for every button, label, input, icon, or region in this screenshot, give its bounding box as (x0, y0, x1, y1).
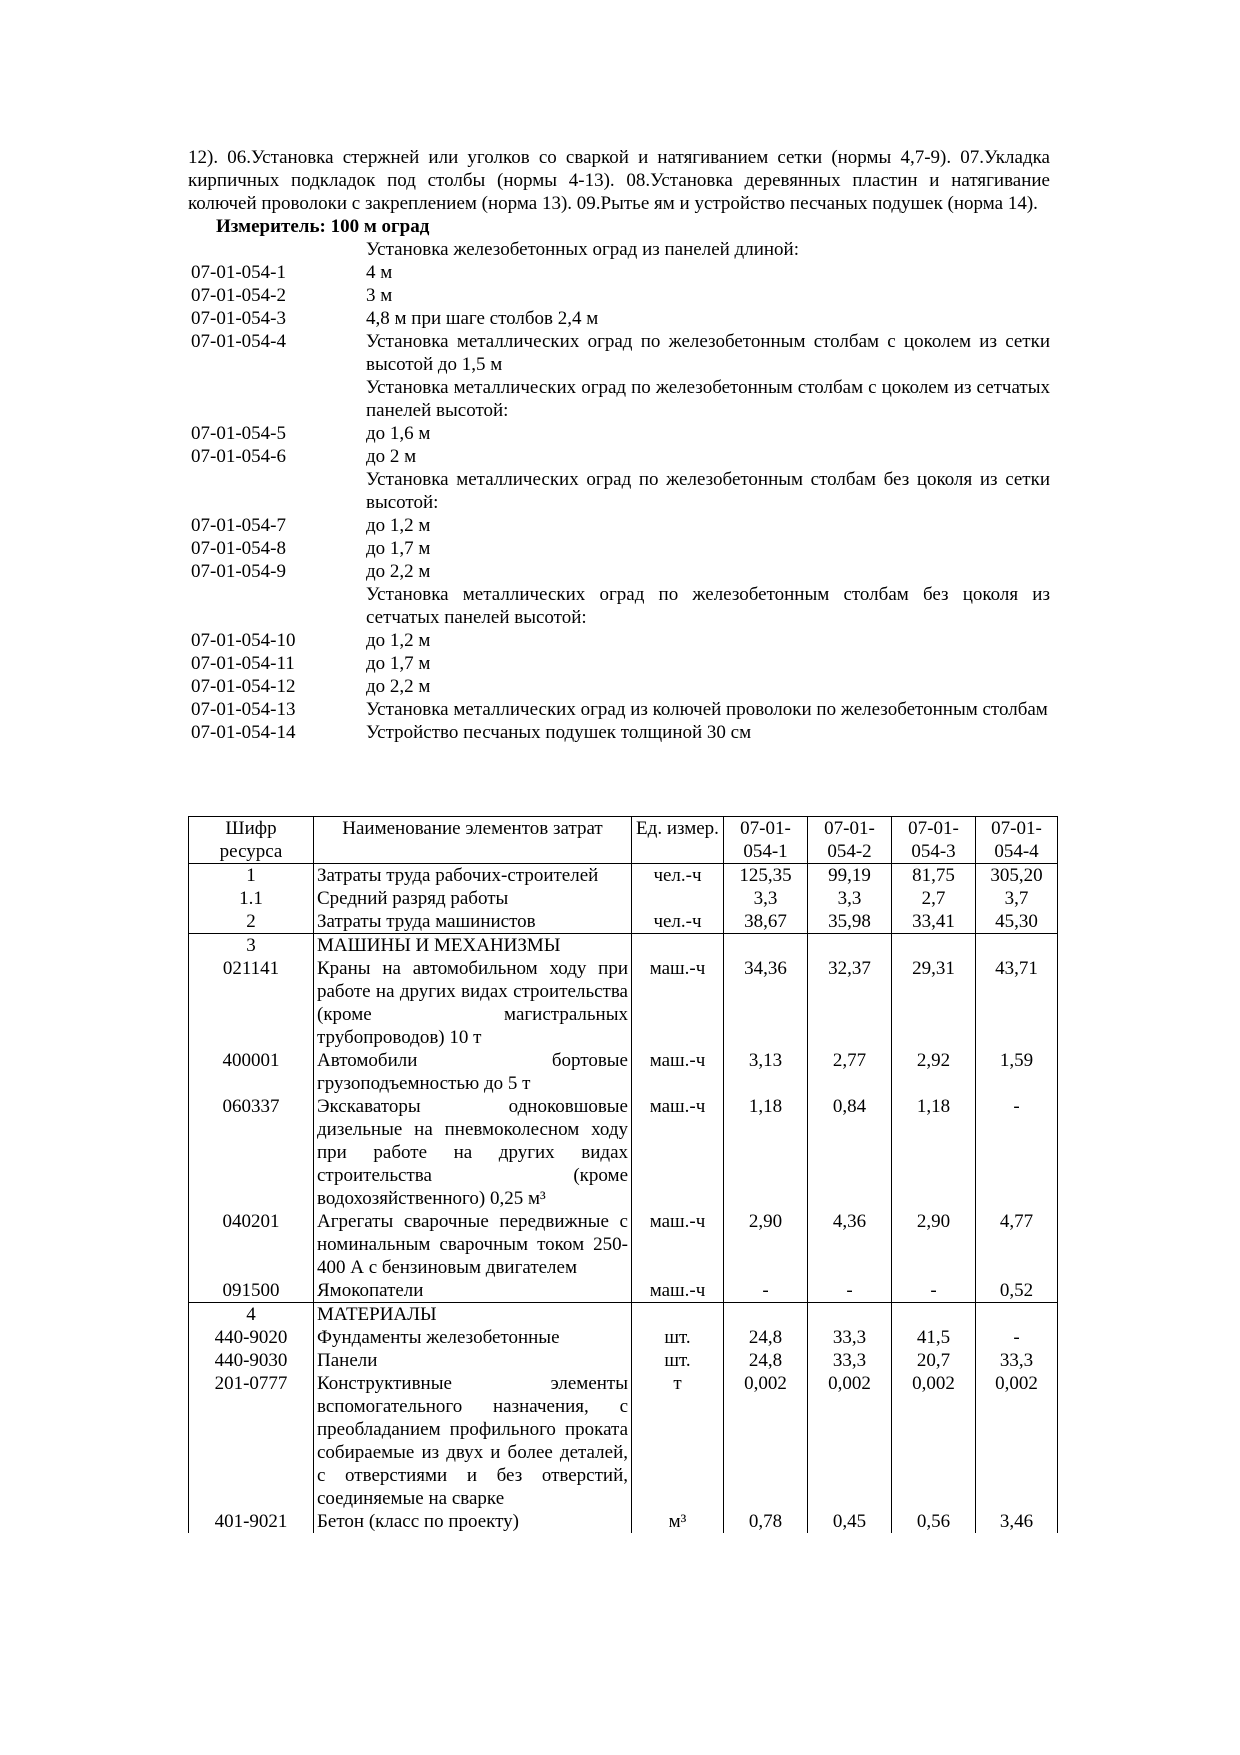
norm-code (188, 238, 366, 261)
norm-text: 3 м (366, 285, 393, 306)
cell-code: 440-9030 (189, 1349, 314, 1372)
cell-name: Автомобили бортовые грузоподъемностью до 5 т (314, 1049, 632, 1095)
cell-unit: м³ (632, 1510, 724, 1533)
norm-item (188, 514, 1050, 537)
cell-name: Ямокопатели (314, 1279, 632, 1303)
norm-item (188, 376, 1050, 422)
cell-value: 3,46 (976, 1510, 1058, 1533)
cell-unit: маш.-ч (632, 1049, 724, 1095)
cell-value: 0,002 (976, 1372, 1058, 1510)
norm-code: 07-01-054-12 (191, 676, 296, 697)
cell-unit (632, 887, 724, 910)
cell-value: 3,3 (724, 887, 808, 910)
cell-value: 35,98 (808, 910, 892, 934)
table-section-row (189, 1303, 1058, 1327)
norm-item (188, 307, 1050, 330)
header-name: Наименование элементов затрат (314, 817, 632, 864)
cell-value: 2,90 (724, 1210, 808, 1279)
norm-text: до 1,7 м (366, 653, 431, 674)
cell-name: Конструктивные элементы вспомогательного назначения, с преобладанием профильного проката собираемые из двух и более деталей, с отверстиями и без отверстий, соединяемые на сварке (314, 1372, 632, 1510)
norm-text: до 2 м (366, 446, 417, 467)
section-title: МАТЕРИАЛЫ (314, 1303, 632, 1327)
norm-code: 07-01-054-2 (191, 285, 286, 306)
header-norm-4: 07-01-054-4 (976, 817, 1058, 864)
norm-code: 07-01-054-13 (191, 699, 296, 720)
norm-text: до 2,2 м (366, 561, 431, 582)
cell-value: 0,56 (892, 1510, 976, 1533)
cell-code: 1 (189, 864, 314, 888)
cell-code: 400001 (189, 1049, 314, 1095)
norm-item (188, 721, 1050, 744)
norm-text: до 1,2 м (366, 515, 431, 536)
norm-text: Установка металлических оград из колючей проволоки по железобетонным столбам (366, 699, 1048, 720)
cell-value: 24,8 (724, 1326, 808, 1349)
cell-code: 1.1 (189, 887, 314, 910)
table-row (189, 910, 1058, 934)
cell-name: Агрегаты сварочные передвижные с номинальным сварочным током 250-400 А с бензиновым двигателем (314, 1210, 632, 1279)
cell-value: - (892, 1279, 976, 1303)
cell-value: 305,20 (976, 864, 1058, 888)
norm-text: 4 м (366, 262, 393, 283)
resource-table (188, 816, 1058, 1533)
table-row (189, 887, 1058, 910)
norm-text: до 1,2 м (366, 630, 431, 651)
cell-value: 99,19 (808, 864, 892, 888)
cell-value: 24,8 (724, 1349, 808, 1372)
cell-value: 43,71 (976, 957, 1058, 1049)
cell-name: Фундаменты железобетонные (314, 1326, 632, 1349)
norm-item (188, 330, 1050, 376)
cell-value: 0,52 (976, 1279, 1058, 1303)
cell-name: Краны на автомобильном ходу при работе на других видах строительства (кроме магистральных трубопроводов) 10 т (314, 957, 632, 1049)
norm-code: 07-01-054-8 (191, 538, 286, 559)
norm-item (188, 261, 1050, 284)
cell-value: 0,002 (808, 1372, 892, 1510)
norm-item (188, 468, 1050, 514)
cell-value: 0,84 (808, 1095, 892, 1210)
norm-text: до 2,2 м (366, 676, 431, 697)
cell-value: 2,7 (892, 887, 976, 910)
norm-text: до 1,7 м (366, 538, 431, 559)
cell-code: 021141 (189, 957, 314, 1049)
cell-value: 1,18 (724, 1095, 808, 1210)
cell-value: - (976, 1095, 1058, 1210)
norm-item (188, 560, 1050, 583)
cell-code: 440-9020 (189, 1326, 314, 1349)
cell-value: 1,18 (892, 1095, 976, 1210)
cell-code: 3 (189, 934, 314, 958)
norm-text: до 1,6 м (366, 423, 431, 444)
cell-value: 0,45 (808, 1510, 892, 1533)
document-page (188, 146, 1050, 744)
cell-value: 41,5 (892, 1326, 976, 1349)
cell-name: Панели (314, 1349, 632, 1372)
cell-value: 0,002 (724, 1372, 808, 1510)
cell-value: 4,36 (808, 1210, 892, 1279)
cell-unit: чел.-ч (632, 910, 724, 934)
norm-item (188, 652, 1050, 675)
cell-value: 0,002 (892, 1372, 976, 1510)
header-unit: Ед. измер. (632, 817, 724, 864)
cell-unit: шт. (632, 1326, 724, 1349)
cell-value: 45,30 (976, 910, 1058, 934)
cell-code: 201-0777 (189, 1372, 314, 1510)
cell-code: 2 (189, 910, 314, 934)
cell-unit: маш.-ч (632, 1095, 724, 1210)
norm-text: Устройство песчаных подушек толщиной 30 см (366, 722, 752, 743)
header-code: Шифр ресурса (189, 817, 314, 864)
cell-value: - (976, 1326, 1058, 1349)
table-row (189, 1279, 1058, 1303)
norm-code: 07-01-054-6 (191, 446, 286, 467)
table-row (189, 864, 1058, 888)
cell-value: 29,31 (892, 957, 976, 1049)
cell-value: 1,59 (976, 1049, 1058, 1095)
cell-name: Затраты труда рабочих-строителей (314, 864, 632, 888)
norm-item (188, 629, 1050, 652)
cell-unit: т (632, 1372, 724, 1510)
cell-name: Средний разряд работы (314, 887, 632, 910)
cell-code: 091500 (189, 1279, 314, 1303)
cell-name: Затраты труда машинистов (314, 910, 632, 934)
table-row (189, 957, 1058, 1049)
cell-value: 33,3 (976, 1349, 1058, 1372)
cell-value: 3,13 (724, 1049, 808, 1095)
table-row (189, 1372, 1058, 1510)
cell-unit: чел.-ч (632, 864, 724, 888)
norm-code (188, 583, 366, 629)
cell-value: 20,7 (892, 1349, 976, 1372)
cell-unit: маш.-ч (632, 1210, 724, 1279)
cell-name: Экскаваторы одноковшовые дизельные на пневмоколесном ходу при работе на других видах строительства (кроме водохозяйственного) 0,25 м³ (314, 1095, 632, 1210)
norm-code: 07-01-054-5 (191, 423, 286, 444)
table-row (189, 1210, 1058, 1279)
norm-code: 07-01-054-4 (191, 331, 286, 352)
norm-code (188, 376, 366, 422)
cell-value: 2,92 (892, 1049, 976, 1095)
table-row (189, 1095, 1058, 1210)
intro-paragraph: 12). 06.Установка стержней или уголков со сваркой и натягиванием сетки (нормы 4,7-9). 07.Укладка кирпичных подкладок под столбы (нормы 4-13). 08.Установка деревянных пластин и натягивание колючей проволоки с закреплением (норма 13). 09.Рытье ям и устройство песчаных подушек (норма 14). (188, 147, 1050, 214)
norm-text: 4,8 м при шаге столбов 2,4 м (366, 308, 599, 329)
norm-code: 07-01-054-14 (191, 722, 296, 743)
norm-item (188, 537, 1050, 560)
table-row (189, 1326, 1058, 1349)
cell-value: 33,41 (892, 910, 976, 934)
table-row (189, 1049, 1058, 1095)
norm-text: Установка железобетонных оград из панелей длиной: (366, 239, 799, 260)
cell-value: 0,78 (724, 1510, 808, 1533)
cell-value: 3,7 (976, 887, 1058, 910)
table-row (189, 1510, 1058, 1533)
cell-value: 38,67 (724, 910, 808, 934)
cell-unit: маш.-ч (632, 957, 724, 1049)
cell-value: 81,75 (892, 864, 976, 888)
norm-code: 07-01-054-11 (191, 653, 295, 674)
table-header-row (189, 817, 1058, 864)
norm-code: 07-01-054-3 (191, 308, 286, 329)
norm-code: 07-01-054-1 (191, 262, 286, 283)
cell-name: Бетон (класс по проекту) (314, 1510, 632, 1533)
norm-code (188, 468, 366, 514)
cell-code: 060337 (189, 1095, 314, 1210)
norm-code: 07-01-054-9 (191, 561, 286, 582)
cell-value: 125,35 (724, 864, 808, 888)
table-row (189, 1349, 1058, 1372)
norm-item (188, 583, 1050, 629)
cell-unit: маш.-ч (632, 1279, 724, 1303)
norm-text: Установка металлических оград по железобетонным столбам без цоколя из сетки высотой: (366, 469, 1050, 513)
cell-value: 32,37 (808, 957, 892, 1049)
norm-item (188, 698, 1050, 721)
norm-text: Установка металлических оград по железобетонным столбам без цоколя из сетчатых панелей высотой: (366, 584, 1050, 628)
cell-code: 040201 (189, 1210, 314, 1279)
norm-item (188, 422, 1050, 445)
norm-text: Установка металлических оград по железобетонным столбам с цоколем из сетки высотой до 1,5 м (366, 331, 1050, 375)
section-title: МАШИНЫ И МЕХАНИЗМЫ (314, 934, 632, 958)
cell-value: 2,90 (892, 1210, 976, 1279)
norm-item (188, 445, 1050, 468)
norm-code: 07-01-054-10 (191, 630, 296, 651)
norm-item (188, 675, 1050, 698)
cell-code: 401-9021 (189, 1510, 314, 1533)
norms-list (188, 238, 1050, 744)
norm-text: Установка металлических оград по железобетонным столбам с цоколем из сетчатых панелей высотой: (366, 377, 1050, 421)
cell-value: 2,77 (808, 1049, 892, 1095)
header-norm-1: 07-01-054-1 (724, 817, 808, 864)
norm-item (188, 284, 1050, 307)
cell-unit: шт. (632, 1349, 724, 1372)
meter-heading: Измеритель: 100 м оград (216, 216, 430, 237)
header-norm-3: 07-01-054-3 (892, 817, 976, 864)
cell-value: 4,77 (976, 1210, 1058, 1279)
table-section-row (189, 934, 1058, 958)
header-norm-2: 07-01-054-2 (808, 817, 892, 864)
norm-code: 07-01-054-7 (191, 515, 286, 536)
cell-value: - (808, 1279, 892, 1303)
cell-value: - (724, 1279, 808, 1303)
norm-item (188, 238, 1050, 261)
cell-value: 33,3 (808, 1326, 892, 1349)
cell-value: 34,36 (724, 957, 808, 1049)
cell-code: 4 (189, 1303, 314, 1327)
cell-value: 33,3 (808, 1349, 892, 1372)
cell-value: 3,3 (808, 887, 892, 910)
